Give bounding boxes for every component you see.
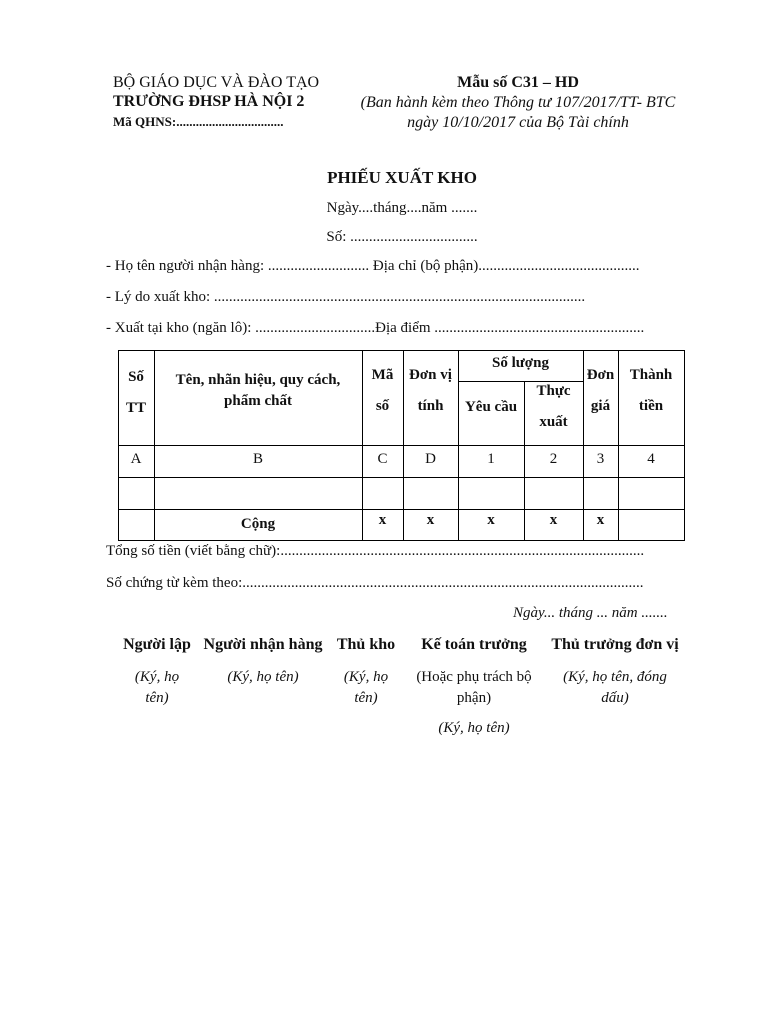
- signing-date: Ngày... tháng ... năm .......: [513, 605, 668, 621]
- col-total-header: Thành tiền: [629, 367, 673, 414]
- total-row-label: Cộng: [240, 516, 276, 532]
- signature-head-title: Thủ trưởng đơn vị: [551, 636, 679, 653]
- receiver-field: - Họ tên người nhận hàng: ........................... Địa chỉ (bộ phận)...........................................: [106, 258, 640, 274]
- signature-accountant-note: (Hoặc phụ trách bộ phận): [416, 669, 532, 706]
- code-cell: 3: [596, 451, 605, 467]
- signature-accountant-sign-note: (Ký, họ tên): [438, 720, 510, 736]
- reason-field: - Lý do xuất kho: ...................................................................................................: [106, 289, 586, 305]
- date-line: Ngày....tháng....năm .......: [326, 200, 478, 216]
- code-cell: 4: [647, 451, 655, 467]
- col-stt-header: Số TT: [125, 369, 146, 416]
- code-cell: 2: [549, 451, 558, 467]
- code-cell: B: [252, 451, 263, 467]
- code-cell: A: [130, 451, 142, 467]
- total-in-words: Tổng số tiền (viết bằng chữ):.................................................................................................: [106, 543, 645, 559]
- code-cell: C: [377, 451, 388, 467]
- signature-keeper-note: (Ký, họ tên): [343, 669, 389, 706]
- ministry-name: BỘ GIÁO DỤC VÀ ĐÀO TẠO: [113, 74, 320, 91]
- decree-line-1: (Ban hành kèm theo Thông tư 107/2017/TT- BTC: [360, 94, 676, 111]
- form-number: Mẫu số C31 – HD: [457, 74, 579, 91]
- decree-line-2: ngày 10/10/2017 của Bộ Tài chính: [407, 114, 629, 131]
- items-table: [118, 350, 685, 540]
- number-line: Số: ..................................: [326, 229, 478, 245]
- total-mark: x: [487, 512, 495, 528]
- col-unit-header: Đơn vị tính: [409, 367, 452, 414]
- code-cell: 1: [487, 451, 495, 467]
- signature-keeper-title: Thủ kho: [336, 636, 396, 653]
- col-name-header: Tên, nhãn hiệu, quy cách, phẩm chất: [175, 372, 341, 409]
- total-mark: x: [378, 512, 387, 528]
- col-quantity-actual: Thực xuất: [536, 383, 571, 430]
- col-code-header: Mã số: [371, 367, 394, 414]
- code-cell: D: [425, 451, 436, 467]
- signature-receiver-title: Người nhận hàng: [203, 636, 323, 653]
- col-quantity-requested: Yêu cầu: [464, 399, 518, 415]
- document-title: PHIẾU XUẤT KHO: [327, 168, 477, 187]
- signature-receiver-note: (Ký, họ tên): [227, 669, 299, 685]
- signature-accountant-title: Kế toán trưởng: [421, 636, 527, 653]
- total-mark: x: [549, 512, 558, 528]
- signature-creator-note: (Ký, họ tên): [134, 669, 180, 706]
- signature-head-note: (Ký, họ tên, đóng dấu): [563, 669, 667, 706]
- school-name: TRƯỜNG ĐHSP HÀ NỘI 2: [113, 93, 305, 110]
- attached-documents: Số chứng từ kèm theo:...........................................................................................................: [106, 575, 644, 591]
- col-quantity-header: Số lượng: [492, 355, 549, 371]
- col-price-header: Đơn giá: [586, 367, 615, 414]
- total-mark: x: [596, 512, 605, 528]
- warehouse-field: - Xuất tại kho (ngăn lô): ................................Địa điểm ........................................................: [106, 320, 645, 336]
- qhns-code: Mã QHNS:.................................: [113, 114, 284, 129]
- total-mark: x: [426, 512, 435, 528]
- signature-creator-title: Người lập: [123, 636, 191, 653]
